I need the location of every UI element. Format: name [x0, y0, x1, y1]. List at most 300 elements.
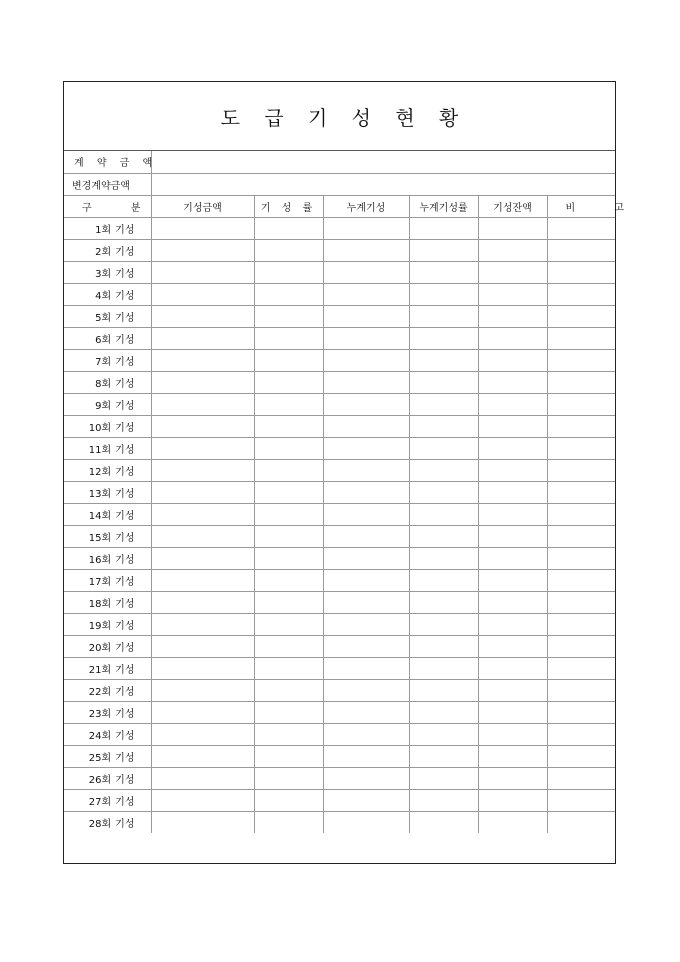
remarks-cell[interactable] — [547, 437, 615, 459]
round-word: 기성 — [115, 510, 135, 522]
round-word: 기성 — [115, 730, 135, 742]
progress-amount-cell[interactable] — [151, 701, 254, 723]
progress-balance-cell[interactable] — [478, 569, 547, 591]
round-row — [64, 349, 615, 371]
round-suffix: 회 — [101, 268, 112, 280]
progress-rate-cell[interactable] — [254, 701, 323, 723]
round-word: 기성 — [115, 378, 135, 390]
round-label — [64, 635, 151, 657]
round-row — [64, 371, 615, 393]
progress-rate-cell[interactable] — [254, 305, 323, 327]
progress-amount-cell[interactable] — [151, 679, 254, 701]
round-word: 기성 — [115, 356, 135, 368]
round-number: 18 — [88, 598, 102, 610]
round-suffix: 회 — [101, 752, 112, 764]
round-word: 기성 — [115, 708, 135, 720]
round-label — [64, 283, 151, 305]
progress-balance-cell[interactable] — [478, 283, 547, 305]
cumulative-rate-cell[interactable] — [409, 393, 478, 415]
progress-balance-cell[interactable] — [478, 437, 547, 459]
progress-balance-cell[interactable] — [478, 525, 547, 547]
remarks-cell[interactable] — [547, 393, 615, 415]
progress-rate-cell[interactable] — [254, 415, 323, 437]
round-row — [64, 239, 615, 261]
progress-rate-cell[interactable] — [254, 723, 323, 745]
cumulative-rate-cell[interactable] — [409, 349, 478, 371]
progress-amount-cell[interactable] — [151, 239, 254, 261]
round-number: 22 — [88, 686, 102, 698]
progress-rate-cell[interactable] — [254, 371, 323, 393]
round-number: 5 — [95, 312, 102, 324]
remarks-cell[interactable] — [547, 811, 615, 833]
title-cell — [64, 82, 615, 151]
progress-rate-cell[interactable] — [254, 217, 323, 239]
progress-status-sheet — [63, 81, 642, 864]
round-suffix: 회 — [101, 554, 112, 566]
round-number: 9 — [95, 400, 102, 412]
cumulative-progress-cell[interactable] — [323, 415, 409, 437]
remarks-cell[interactable] — [547, 327, 615, 349]
round-row — [64, 459, 615, 481]
changed-contract-amount-value[interactable] — [151, 173, 615, 195]
round-number: 10 — [88, 422, 102, 434]
cumulative-rate-cell[interactable] — [409, 811, 478, 833]
remarks-cell[interactable] — [547, 217, 615, 239]
progress-rate-cell[interactable] — [254, 261, 323, 283]
remarks-cell[interactable] — [547, 525, 615, 547]
progress-balance-cell[interactable] — [478, 349, 547, 371]
changed-contract-amount-row — [64, 173, 615, 195]
round-number: 27 — [88, 796, 102, 808]
remarks-cell[interactable] — [547, 503, 615, 525]
progress-amount-cell[interactable] — [151, 415, 254, 437]
round-suffix: 회 — [101, 708, 112, 720]
progress-balance-cell[interactable] — [478, 547, 547, 569]
round-word: 기성 — [115, 642, 135, 654]
round-row — [64, 261, 615, 283]
cumulative-progress-cell[interactable] — [323, 657, 409, 679]
round-row — [64, 723, 615, 745]
progress-balance-cell[interactable] — [478, 811, 547, 833]
progress-balance-cell[interactable] — [478, 261, 547, 283]
round-word: 기성 — [115, 312, 135, 324]
cumulative-progress-cell[interactable] — [323, 745, 409, 767]
cumulative-rate-cell[interactable] — [409, 459, 478, 481]
round-label — [64, 459, 151, 481]
progress-balance-cell[interactable] — [478, 679, 547, 701]
cumulative-progress-cell[interactable] — [323, 701, 409, 723]
cumulative-rate-cell[interactable] — [409, 503, 478, 525]
remarks-cell[interactable] — [547, 349, 615, 371]
round-label — [64, 371, 151, 393]
cumulative-progress-cell[interactable] — [323, 393, 409, 415]
progress-amount-cell[interactable] — [151, 327, 254, 349]
round-row — [64, 635, 615, 657]
cumulative-rate-cell[interactable] — [409, 767, 478, 789]
progress-amount-cell[interactable] — [151, 283, 254, 305]
progress-amount-cell[interactable] — [151, 569, 254, 591]
round-word: 기성 — [115, 290, 135, 302]
cumulative-rate-cell[interactable] — [409, 613, 478, 635]
progress-amount-cell[interactable] — [151, 459, 254, 481]
cumulative-progress-cell[interactable] — [323, 261, 409, 283]
progress-amount-cell[interactable] — [151, 349, 254, 371]
round-label — [64, 217, 151, 239]
round-number: 26 — [88, 774, 102, 786]
header-progress-amount: 기성금액 — [151, 195, 254, 217]
cumulative-progress-cell[interactable] — [323, 525, 409, 547]
progress-balance-cell[interactable] — [478, 767, 547, 789]
round-number: 2 — [95, 246, 102, 258]
cumulative-rate-cell[interactable] — [409, 415, 478, 437]
cumulative-rate-cell[interactable] — [409, 239, 478, 261]
progress-rate-cell[interactable] — [254, 283, 323, 305]
round-row — [64, 789, 615, 811]
round-row — [64, 283, 615, 305]
progress-amount-cell[interactable] — [151, 437, 254, 459]
round-row — [64, 393, 615, 415]
round-label — [64, 481, 151, 503]
cumulative-rate-cell[interactable] — [409, 591, 478, 613]
remarks-cell[interactable] — [547, 657, 615, 679]
round-word: 기성 — [115, 686, 135, 698]
round-row — [64, 415, 615, 437]
round-number: 23 — [88, 708, 102, 720]
progress-balance-cell[interactable] — [478, 657, 547, 679]
progress-amount-cell[interactable] — [151, 481, 254, 503]
cumulative-progress-cell[interactable] — [323, 591, 409, 613]
progress-balance-cell[interactable] — [478, 635, 547, 657]
cumulative-progress-cell[interactable] — [323, 723, 409, 745]
round-word: 기성 — [115, 466, 135, 478]
round-row — [64, 305, 615, 327]
cumulative-rate-cell[interactable] — [409, 371, 478, 393]
round-number: 7 — [95, 356, 102, 368]
header-progress-rate: 기 성 률 — [254, 195, 323, 217]
contract-amount-value[interactable] — [151, 151, 615, 173]
remarks-cell[interactable] — [547, 767, 615, 789]
round-word: 기성 — [115, 532, 135, 544]
cumulative-progress-cell[interactable] — [323, 569, 409, 591]
progress-rate-cell[interactable] — [254, 591, 323, 613]
progress-rate-cell[interactable] — [254, 503, 323, 525]
round-number: 25 — [88, 752, 102, 764]
round-suffix: 회 — [101, 466, 112, 478]
round-row — [64, 613, 615, 635]
progress-rate-cell[interactable] — [254, 459, 323, 481]
progress-balance-cell[interactable] — [478, 481, 547, 503]
cumulative-rate-cell[interactable] — [409, 657, 478, 679]
round-suffix: 회 — [101, 224, 112, 236]
round-label — [64, 327, 151, 349]
round-label — [64, 679, 151, 701]
round-row — [64, 547, 615, 569]
round-suffix: 회 — [101, 510, 112, 522]
round-label — [64, 767, 151, 789]
cumulative-progress-cell[interactable] — [323, 481, 409, 503]
round-suffix: 회 — [101, 488, 112, 500]
round-suffix: 회 — [101, 730, 112, 742]
round-number: 13 — [88, 488, 102, 500]
round-label — [64, 591, 151, 613]
progress-balance-cell[interactable] — [478, 723, 547, 745]
round-row — [64, 437, 615, 459]
progress-rate-cell[interactable] — [254, 767, 323, 789]
cumulative-rate-cell[interactable] — [409, 217, 478, 239]
round-word: 기성 — [115, 752, 135, 764]
progress-amount-cell[interactable] — [151, 789, 254, 811]
progress-amount-cell[interactable] — [151, 503, 254, 525]
round-label — [64, 503, 151, 525]
cumulative-progress-cell[interactable] — [323, 503, 409, 525]
round-row — [64, 745, 615, 767]
cumulative-progress-cell[interactable] — [323, 811, 409, 833]
round-label — [64, 657, 151, 679]
round-row — [64, 217, 615, 239]
progress-rate-cell[interactable] — [254, 547, 323, 569]
round-number: 4 — [95, 290, 102, 302]
round-number: 6 — [95, 334, 102, 346]
remarks-cell[interactable] — [547, 481, 615, 503]
progress-amount-cell[interactable] — [151, 635, 254, 657]
progress-rate-cell[interactable] — [254, 569, 323, 591]
header-remarks: 비 고 — [547, 195, 615, 217]
round-word: 기성 — [115, 818, 135, 830]
round-number: 21 — [88, 664, 102, 676]
progress-balance-cell[interactable] — [478, 239, 547, 261]
progress-balance-cell[interactable] — [478, 459, 547, 481]
changed-contract-amount-label: 변경계약금액 — [64, 173, 151, 195]
cumulative-rate-cell[interactable] — [409, 569, 478, 591]
progress-amount-cell[interactable] — [151, 393, 254, 415]
round-word: 기성 — [115, 796, 135, 808]
cumulative-rate-cell[interactable] — [409, 525, 478, 547]
round-number: 14 — [88, 510, 102, 522]
round-suffix: 회 — [101, 598, 112, 610]
progress-balance-cell[interactable] — [478, 591, 547, 613]
page-title: 도 급 기 성 현 황 — [220, 105, 468, 130]
progress-rate-cell[interactable] — [254, 657, 323, 679]
round-suffix: 회 — [101, 576, 112, 588]
cumulative-rate-cell[interactable] — [409, 437, 478, 459]
cumulative-rate-cell[interactable] — [409, 261, 478, 283]
progress-balance-cell[interactable] — [478, 745, 547, 767]
cumulative-progress-cell[interactable] — [323, 767, 409, 789]
progress-balance-cell[interactable] — [478, 327, 547, 349]
remarks-cell[interactable] — [547, 701, 615, 723]
cumulative-progress-cell[interactable] — [323, 635, 409, 657]
round-number: 1 — [95, 224, 102, 236]
round-label — [64, 723, 151, 745]
round-row — [64, 503, 615, 525]
progress-rate-cell[interactable] — [254, 239, 323, 261]
cumulative-progress-cell[interactable] — [323, 613, 409, 635]
round-number: 20 — [88, 642, 102, 654]
progress-amount-cell[interactable] — [151, 547, 254, 569]
cumulative-rate-cell[interactable] — [409, 547, 478, 569]
round-word: 기성 — [115, 598, 135, 610]
progress-rate-cell[interactable] — [254, 635, 323, 657]
round-word: 기성 — [115, 400, 135, 412]
progress-balance-cell[interactable] — [478, 701, 547, 723]
round-label — [64, 415, 151, 437]
round-number: 3 — [95, 268, 102, 280]
cumulative-progress-cell[interactable] — [323, 437, 409, 459]
remarks-cell[interactable] — [547, 239, 615, 261]
progress-amount-cell[interactable] — [151, 745, 254, 767]
cumulative-progress-cell[interactable] — [323, 327, 409, 349]
header-row — [64, 195, 615, 217]
round-label — [64, 437, 151, 459]
progress-rate-cell[interactable] — [254, 613, 323, 635]
cumulative-rate-cell[interactable] — [409, 635, 478, 657]
cumulative-progress-cell[interactable] — [323, 217, 409, 239]
round-suffix: 회 — [101, 774, 112, 786]
round-label — [64, 569, 151, 591]
round-number: 19 — [88, 620, 102, 632]
progress-rate-cell[interactable] — [254, 327, 323, 349]
remarks-cell[interactable] — [547, 547, 615, 569]
progress-rate-cell[interactable] — [254, 393, 323, 415]
remarks-cell[interactable] — [547, 283, 615, 305]
round-label — [64, 613, 151, 635]
progress-balance-cell[interactable] — [478, 613, 547, 635]
round-number: 28 — [88, 818, 102, 830]
header-progress-balance: 기성잔액 — [478, 195, 547, 217]
round-suffix: 회 — [101, 422, 112, 434]
round-suffix: 회 — [101, 246, 112, 258]
round-word: 기성 — [115, 488, 135, 500]
cumulative-rate-cell[interactable] — [409, 679, 478, 701]
remarks-cell[interactable] — [547, 591, 615, 613]
remarks-cell[interactable] — [547, 723, 615, 745]
progress-balance-cell[interactable] — [478, 371, 547, 393]
progress-balance-cell[interactable] — [478, 393, 547, 415]
remarks-cell[interactable] — [547, 569, 615, 591]
round-label — [64, 239, 151, 261]
round-label — [64, 811, 151, 833]
round-number: 24 — [88, 730, 102, 742]
remarks-cell[interactable] — [547, 613, 615, 635]
progress-balance-cell[interactable] — [478, 503, 547, 525]
progress-rate-cell[interactable] — [254, 789, 323, 811]
round-row — [64, 525, 615, 547]
progress-amount-cell[interactable] — [151, 811, 254, 833]
progress-rate-cell[interactable] — [254, 811, 323, 833]
progress-rate-cell[interactable] — [254, 481, 323, 503]
cumulative-progress-cell[interactable] — [323, 305, 409, 327]
progress-amount-cell[interactable] — [151, 525, 254, 547]
cumulative-rate-cell[interactable] — [409, 723, 478, 745]
round-suffix: 회 — [101, 378, 112, 390]
progress-rate-cell[interactable] — [254, 525, 323, 547]
cumulative-rate-cell[interactable] — [409, 481, 478, 503]
progress-amount-cell[interactable] — [151, 657, 254, 679]
remarks-cell[interactable] — [547, 789, 615, 811]
header-category: 구 분 — [64, 195, 151, 217]
round-word: 기성 — [115, 268, 135, 280]
round-word: 기성 — [115, 246, 135, 258]
round-row — [64, 481, 615, 503]
remarks-cell[interactable] — [547, 745, 615, 767]
round-suffix: 회 — [101, 686, 112, 698]
progress-amount-cell[interactable] — [151, 305, 254, 327]
remarks-cell[interactable] — [547, 635, 615, 657]
progress-amount-cell[interactable] — [151, 613, 254, 635]
progress-balance-cell[interactable] — [478, 217, 547, 239]
round-label — [64, 349, 151, 371]
round-suffix: 회 — [101, 620, 112, 632]
header-cumulative-progress: 누계기성 — [323, 195, 409, 217]
round-row — [64, 657, 615, 679]
progress-amount-cell[interactable] — [151, 371, 254, 393]
round-suffix: 회 — [101, 532, 112, 544]
round-word: 기성 — [115, 620, 135, 632]
round-word: 기성 — [115, 664, 135, 676]
progress-rate-cell[interactable] — [254, 679, 323, 701]
progress-balance-cell[interactable] — [478, 305, 547, 327]
remarks-cell[interactable] — [547, 415, 615, 437]
remarks-cell[interactable] — [547, 261, 615, 283]
progress-balance-cell[interactable] — [478, 415, 547, 437]
round-number: 15 — [88, 532, 102, 544]
progress-balance-cell[interactable] — [478, 789, 547, 811]
round-suffix: 회 — [101, 664, 112, 676]
cumulative-rate-cell[interactable] — [409, 283, 478, 305]
cumulative-rate-cell[interactable] — [409, 745, 478, 767]
remarks-cell[interactable] — [547, 371, 615, 393]
progress-amount-cell[interactable] — [151, 591, 254, 613]
cumulative-rate-cell[interactable] — [409, 327, 478, 349]
round-word: 기성 — [115, 554, 135, 566]
round-row — [64, 767, 615, 789]
remarks-cell[interactable] — [547, 305, 615, 327]
remarks-cell[interactable] — [547, 459, 615, 481]
round-row — [64, 811, 615, 833]
cumulative-progress-cell[interactable] — [323, 679, 409, 701]
cumulative-rate-cell[interactable] — [409, 701, 478, 723]
progress-amount-cell[interactable] — [151, 217, 254, 239]
cumulative-progress-cell[interactable] — [323, 547, 409, 569]
cumulative-rate-cell[interactable] — [409, 789, 478, 811]
progress-rate-cell[interactable] — [254, 745, 323, 767]
round-word: 기성 — [115, 334, 135, 346]
cumulative-progress-cell[interactable] — [323, 371, 409, 393]
round-label — [64, 525, 151, 547]
round-label — [64, 261, 151, 283]
progress-rate-cell[interactable] — [254, 437, 323, 459]
round-suffix: 회 — [101, 290, 112, 302]
cumulative-progress-cell[interactable] — [323, 239, 409, 261]
cumulative-progress-cell[interactable] — [323, 789, 409, 811]
cumulative-rate-cell[interactable] — [409, 305, 478, 327]
cumulative-progress-cell[interactable] — [323, 283, 409, 305]
round-number: 17 — [88, 576, 102, 588]
round-suffix: 회 — [101, 642, 112, 654]
round-word: 기성 — [115, 576, 135, 588]
progress-amount-cell[interactable] — [151, 767, 254, 789]
progress-amount-cell[interactable] — [151, 261, 254, 283]
progress-amount-cell[interactable] — [151, 723, 254, 745]
round-number: 16 — [88, 554, 102, 566]
progress-rate-cell[interactable] — [254, 349, 323, 371]
round-suffix: 회 — [101, 818, 112, 830]
remarks-cell[interactable] — [547, 679, 615, 701]
round-label — [64, 393, 151, 415]
cumulative-progress-cell[interactable] — [323, 349, 409, 371]
round-row — [64, 569, 615, 591]
cumulative-progress-cell[interactable] — [323, 459, 409, 481]
